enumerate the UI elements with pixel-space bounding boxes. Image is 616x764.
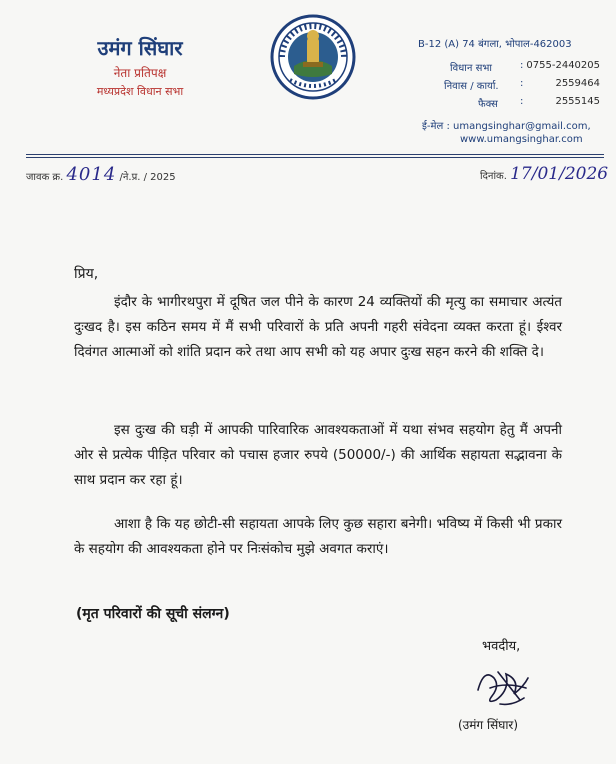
- assembly-emblem-icon: [270, 14, 356, 100]
- paragraph: इस दुःख की घड़ी में आपकी पारिवारिक आवश्यकताओं में यथा संभव सहयोग हेतु मैं अपनी ओर से प्रत्येक पीड़ित परिवार को पचास हजार रुपये (50000/-) की आर्थिक सहायता सद्भावना के साथ प्रदान कर रहा हूं।: [74, 422, 562, 488]
- salutation: प्रिय,: [74, 266, 99, 282]
- letterhead-left: [40, 36, 240, 100]
- contact-label: विधान सभा: [450, 63, 492, 74]
- contact-value: 0755-2440205: [526, 60, 600, 71]
- paragraph: आशा है कि यह छोटी-सी सहायता आपके लिए कुछ सहारा बनेगी। भविष्य में किसी भी प्रकार के सहयोग की आवश्यकता होने पर निःसंकोच मुझे अवगत कराएं।: [74, 516, 562, 557]
- letter-page: उमंग सिंघार नेता प्रतिपक्ष मध्यप्रदेश विधान सभा B-12 (A) 74 बंगला, भोपाल-462003 विधान सभा : 0755-2440205 निवास / कार्या. : 2559464 फैक्स : 2555145 ई-मेल : umangsinghar@gmail.com, www.umangsinghar.com जावक क्र. 4014 /ने.प्र. / 2025 दिनांक. 17/01/2026 प्रिय, इंदौर के भागीरथपुरा में दूषित जल पीने के कारण 24 व्यक्तियों की मृत्यु का समाचार अत्यंत दुःखद है। इस कठिन समय में मैं सभी परिवारों के प्रति अपनी गहरी संवेदना व्यक्त करता हूं। ईश्वर दिवंगत आत्माओं को शांति प्रदान करे तथा आप सभी को यह अपार दुःख सहन करने की शक्ति दे। इस दुःख की घड़ी में आपकी पारिवारिक आवश्यकताओं में यथा संभव सहयोग हेतु मैं अपनी ओर से प्रत्येक पीड़ित परिवार को पचास हजार रुपये (50000/-) की आर्थिक सहायता सद्भावना के साथ प्रदान कर रहा हूं। आशा है कि यह छोटी-सी सहायता आपके लिए कुछ सहारा बनेगी। भविष्य में किसी भी प्रकार के सहयोग की आवश्यकता होने पर निःसंकोच मुझे अवगत कराएं। (मृत परिवारों की सूची संलग्न) भवदीय, (उमंग सिंघार): [0, 0, 616, 764]
- reference-prefix: जावक क्र.: [26, 172, 64, 183]
- dispatch-reference: [26, 164, 176, 185]
- signatory-name: (उमंग सिंघार): [458, 718, 519, 732]
- website-address: www.umangsinghar.com: [460, 134, 583, 145]
- contact-value: 2555145: [555, 96, 600, 107]
- contact-value: 2559464: [555, 78, 600, 89]
- enclosure-note: (मृत परिवारों की सूची संलग्न): [76, 606, 230, 622]
- date-value: 17/01/2026: [510, 164, 609, 184]
- signature-icon: [470, 660, 540, 710]
- letter-date: दिनांक. 17/01/2026: [480, 164, 609, 184]
- closing: भवदीय,: [482, 639, 521, 654]
- office-address: B-12 (A) 74 बंगला, भोपाल-462003: [418, 39, 572, 50]
- assembly-name: मध्यप्रदेश विधान सभा: [96, 85, 184, 98]
- contact-label: फैक्स: [478, 99, 498, 110]
- reference-number: 4014: [66, 164, 117, 185]
- sender-designation: नेता प्रतिपक्ष: [113, 66, 167, 80]
- reference-suffix: /ने.प्र. / 2025: [119, 172, 176, 183]
- header-divider: [26, 157, 604, 158]
- contact-label: निवास / कार्या.: [444, 81, 499, 92]
- paragraph: इंदौर के भागीरथपुरा में दूषित जल पीने के कारण 24 व्यक्तियों की मृत्यु का समाचार अत्यंत दुःखद है। इस कठिन समय में मैं सभी परिवारों के प्रति अपनी गहरी संवेदना व्यक्त करता हूं। ईश्वर दिवंगत आत्माओं को शांति प्रदान करे तथा आप सभी को यह अपार दुःख सहन करने की शक्ति दे।: [74, 294, 562, 360]
- header-divider: [26, 154, 604, 155]
- sender-name: उमंग सिंघार: [97, 36, 183, 60]
- date-label: दिनांक: [480, 171, 504, 182]
- email-address: ई-मेल : umangsinghar@gmail.com,: [422, 121, 591, 132]
